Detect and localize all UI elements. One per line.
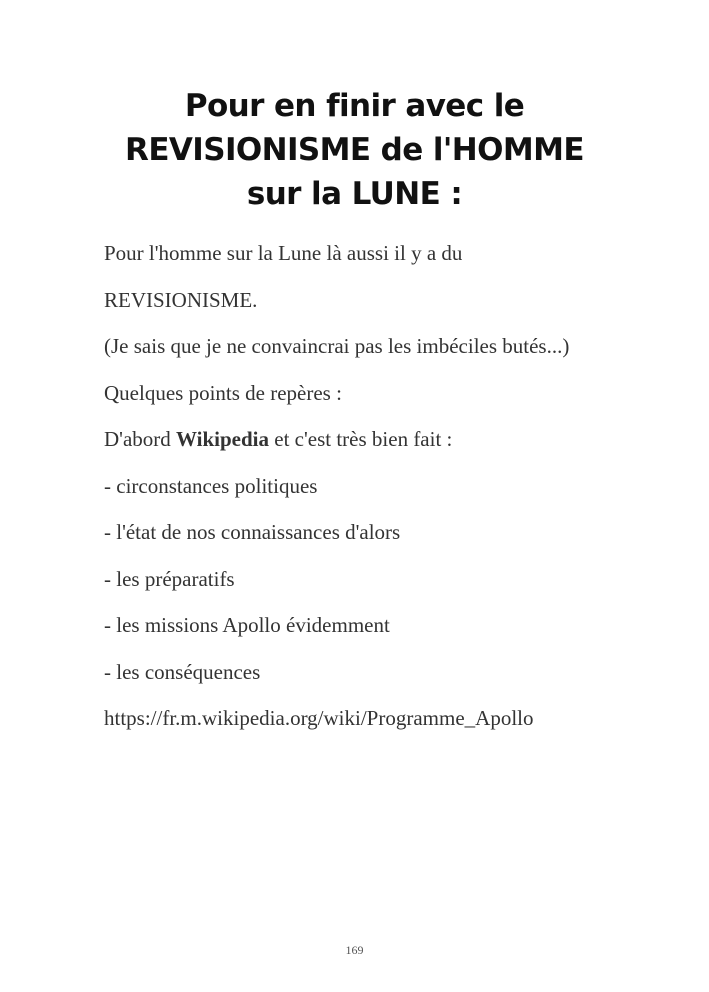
wikipedia-url: https://fr.m.wikipedia.org/wiki/Programme_Apollo — [104, 706, 534, 730]
list-item-connaissances: - l'état de nos connaissances d'alors — [104, 520, 401, 544]
list-item-preparatifs: - les préparatifs — [104, 566, 235, 591]
title-line-2: REVISIONISME de l'HOMME — [125, 132, 584, 168]
wikipedia-suffix: et c'est très bien fait : — [269, 427, 453, 451]
paragraph-intro: Pour l'homme sur la Lune là aussi il y a du — [104, 241, 463, 265]
wikipedia-prefix: D'abord — [104, 427, 177, 451]
paragraph-aside: (Je sais que je ne convaincrai pas les imbéciles butés...) — [104, 334, 570, 358]
title-line-1: Pour en finir avec le — [184, 88, 525, 124]
page-number: 169 — [345, 943, 364, 957]
body-text — [104, 238, 605, 750]
list-item-missions: - les missions Apollo évidemment — [104, 613, 390, 637]
title-line-3: sur la LUNE : — [246, 176, 463, 212]
paragraph-revisionisme: REVISIONISME. — [104, 287, 258, 312]
list-item-politiques: - circonstances politiques — [104, 473, 318, 498]
list-item-consequences: - les conséquences — [104, 659, 261, 684]
wikipedia-bold: Wikipedia — [176, 427, 269, 451]
paragraph-wikipedia — [104, 424, 605, 454]
paragraph-reference-points: Quelques points de repères : — [104, 380, 342, 405]
page-title — [90, 84, 619, 216]
